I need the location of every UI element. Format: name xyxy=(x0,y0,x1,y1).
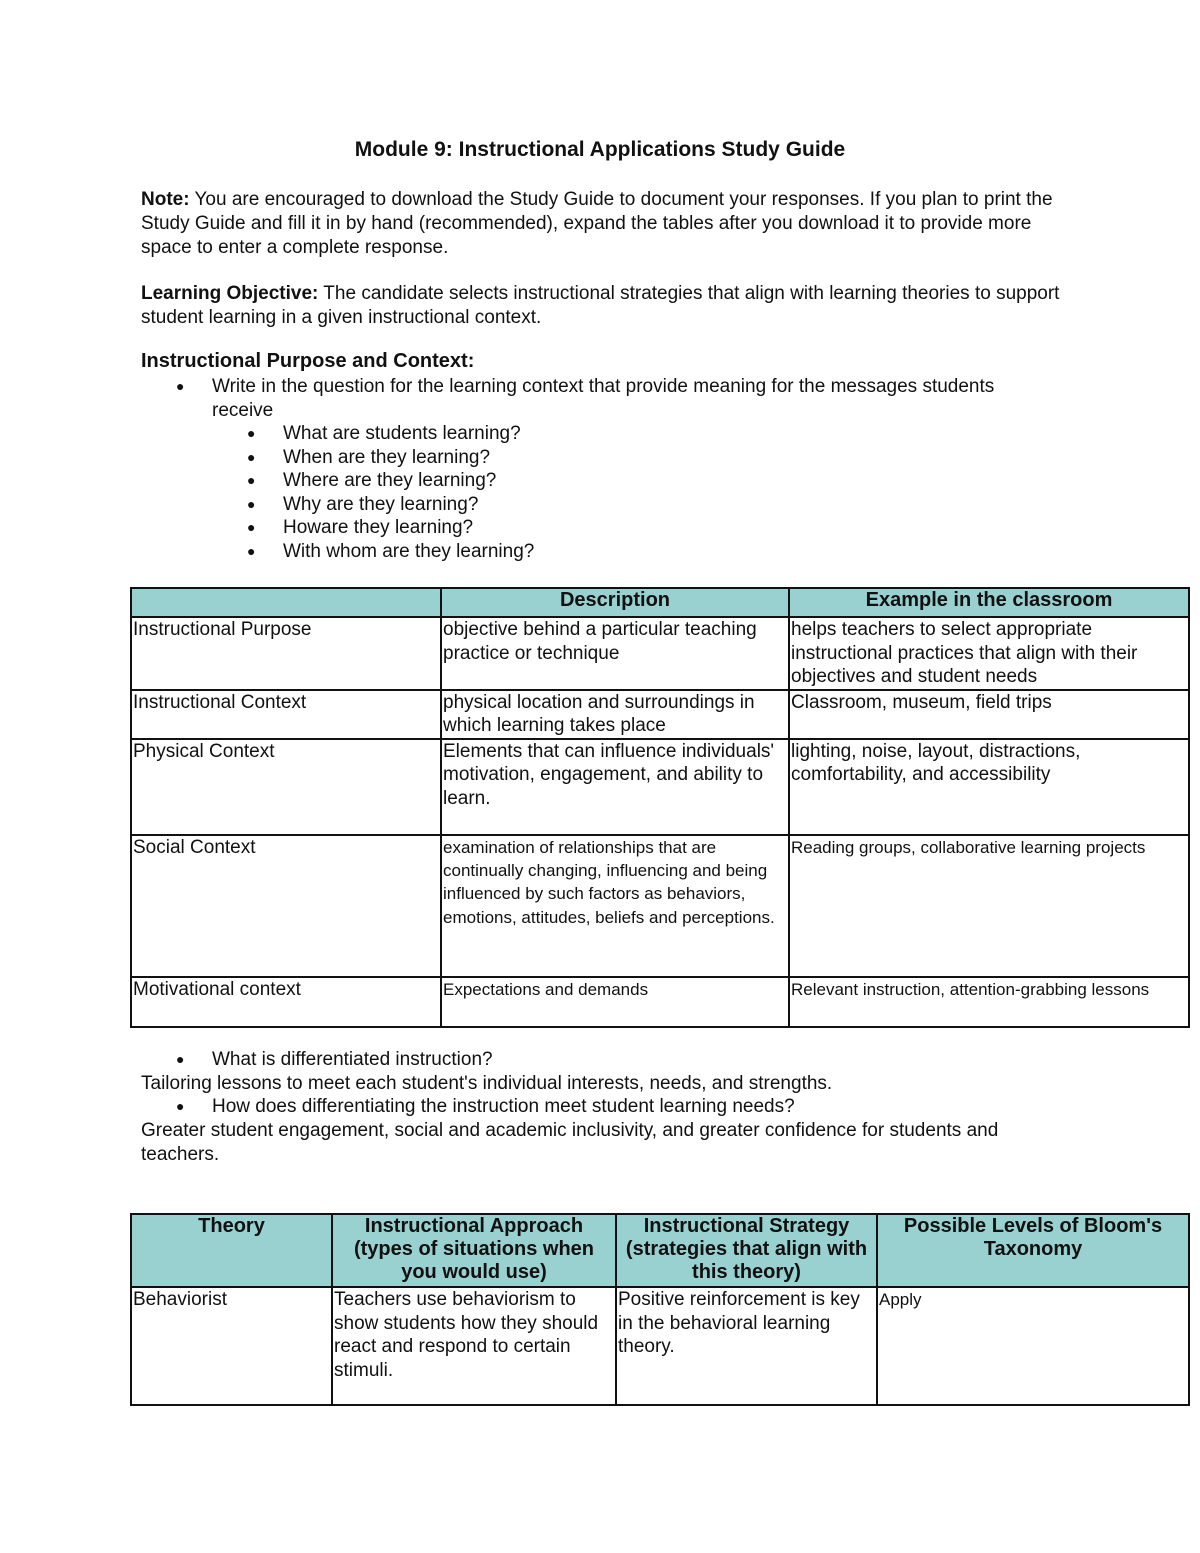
list-item xyxy=(176,1095,1012,1119)
list-item xyxy=(176,375,1042,422)
theory-table xyxy=(130,1213,1190,1406)
description-cell: objective behind a particular teaching practice or technique xyxy=(441,617,789,690)
strategy-cell: Positive reinforcement is key in the behavioral learning theory. xyxy=(616,1287,877,1405)
main-bullet-list xyxy=(176,375,1042,422)
table-header-cell: Instructional Strategy (strategies that align with this theory) xyxy=(616,1214,877,1287)
page-title: Module 9: Instructional Applications Study Guide xyxy=(354,138,846,161)
learning-objective-label: Learning Objective: xyxy=(141,283,319,304)
list-item xyxy=(247,469,983,493)
list-item xyxy=(176,1048,1012,1072)
table-row xyxy=(131,617,1189,690)
sub-bullet-list xyxy=(247,422,983,564)
note-label: Note: xyxy=(141,189,190,210)
answer-text: Greater student engagement, social and academic inclusivity, and greater confidence for students and teachers. xyxy=(141,1120,999,1165)
description-cell: physical location and surroundings in which learning takes place xyxy=(441,690,789,739)
table-row xyxy=(131,690,1189,739)
table-row xyxy=(131,739,1189,835)
list-item xyxy=(247,516,983,540)
description-cell: Elements that can influence individuals' motivation, engagement, and ability to learn. xyxy=(441,739,789,835)
example-cell: Classroom, museum, field trips xyxy=(789,690,1189,739)
learning-objective-text: The candidate selects instructional strategies that align with learning theories to support student learning in a given instructional context. xyxy=(141,283,1060,328)
note-paragraph xyxy=(141,188,1061,260)
sub-bullet-text: Howare they learning? xyxy=(283,517,474,539)
answer-text: Tailoring lessons to meet each student's individual interests, needs, and strengths. xyxy=(141,1073,833,1094)
bullet-icon: ● xyxy=(247,425,256,441)
row-label: Social Context xyxy=(131,835,441,977)
row-label: Instructional Purpose xyxy=(131,617,441,690)
note-text: You are encouraged to download the Study Guide to document your responses. If you plan to print the Study Guide and fill it in by hand (recommended), expand the tables after you download it to provide more space to enter a complete response. xyxy=(141,189,1053,258)
list-item xyxy=(247,493,983,517)
row-label: Instructional Context xyxy=(131,690,441,739)
description-cell: Expectations and demands xyxy=(441,977,789,1027)
table-header-row xyxy=(131,588,1189,617)
bullet-icon: ● xyxy=(176,1051,185,1067)
section-heading: Instructional Purpose and Context: xyxy=(141,350,475,372)
learning-objective-paragraph xyxy=(141,282,1061,330)
bullet-icon: ● xyxy=(176,378,185,394)
list-item xyxy=(247,422,983,446)
question-bullet-1 xyxy=(176,1048,1012,1072)
main-bullet-text: Write in the question for the learning context that provide meaning for the messages students receive xyxy=(212,376,995,421)
example-cell: Reading groups, collaborative learning projects xyxy=(789,835,1189,977)
bullet-icon: ● xyxy=(247,519,256,536)
bullet-icon: ● xyxy=(176,1098,185,1114)
description-cell: examination of relationships that are continually changing, influencing and being influenced by such factors as behaviors, emotions, attitudes, beliefs and perceptions. xyxy=(441,835,789,977)
theory-cell: Behaviorist xyxy=(131,1287,332,1405)
table-header-row xyxy=(131,1214,1189,1287)
table-row xyxy=(131,1287,1189,1405)
question-text: What is differentiated instruction? xyxy=(212,1049,493,1070)
example-cell: Relevant instruction, attention-grabbing lessons xyxy=(789,977,1189,1027)
example-cell: helps teachers to select appropriate instructional practices that align with their objectives and student needs xyxy=(789,617,1189,690)
sub-bullet-text: Where are they learning? xyxy=(283,470,497,492)
table-row xyxy=(131,977,1189,1027)
table-header-cell xyxy=(131,588,441,617)
table-header-cell: Instructional Approach (types of situations when you would use) xyxy=(332,1214,616,1287)
question-text: How does differentiating the instruction meet student learning needs? xyxy=(212,1096,795,1117)
row-label: Motivational context xyxy=(131,977,441,1027)
example-cell: lighting, noise, layout, distractions, comfortability, and accessibility xyxy=(789,739,1189,835)
list-item xyxy=(247,540,983,564)
bullet-icon: ● xyxy=(247,495,256,512)
table-header-cell: Theory xyxy=(131,1214,332,1287)
bloom-cell: Apply xyxy=(877,1287,1189,1405)
sub-bullet-text: With whom are they learning? xyxy=(283,540,535,562)
table-row xyxy=(131,835,1189,977)
list-item xyxy=(247,446,983,470)
row-label: Physical Context xyxy=(131,739,441,835)
sub-bullet-text: When are they learning? xyxy=(283,446,491,468)
bullet-icon: ● xyxy=(247,472,256,489)
context-table xyxy=(130,587,1190,1028)
table-header-cell: Example in the classroom xyxy=(789,588,1189,617)
table-header-cell: Possible Levels of Bloom's Taxonomy xyxy=(877,1214,1189,1287)
table-header-cell: Description xyxy=(441,588,789,617)
bullet-icon: ● xyxy=(247,448,256,465)
sub-bullet-text: Why are they learning? xyxy=(283,493,479,515)
approach-cell: Teachers use behaviorism to show students how they should react and respond to certain stimuli. xyxy=(332,1287,616,1405)
sub-bullet-text: What are students learning? xyxy=(283,423,521,444)
bullet-icon: ● xyxy=(247,542,256,559)
question-bullet-2 xyxy=(176,1095,1012,1119)
